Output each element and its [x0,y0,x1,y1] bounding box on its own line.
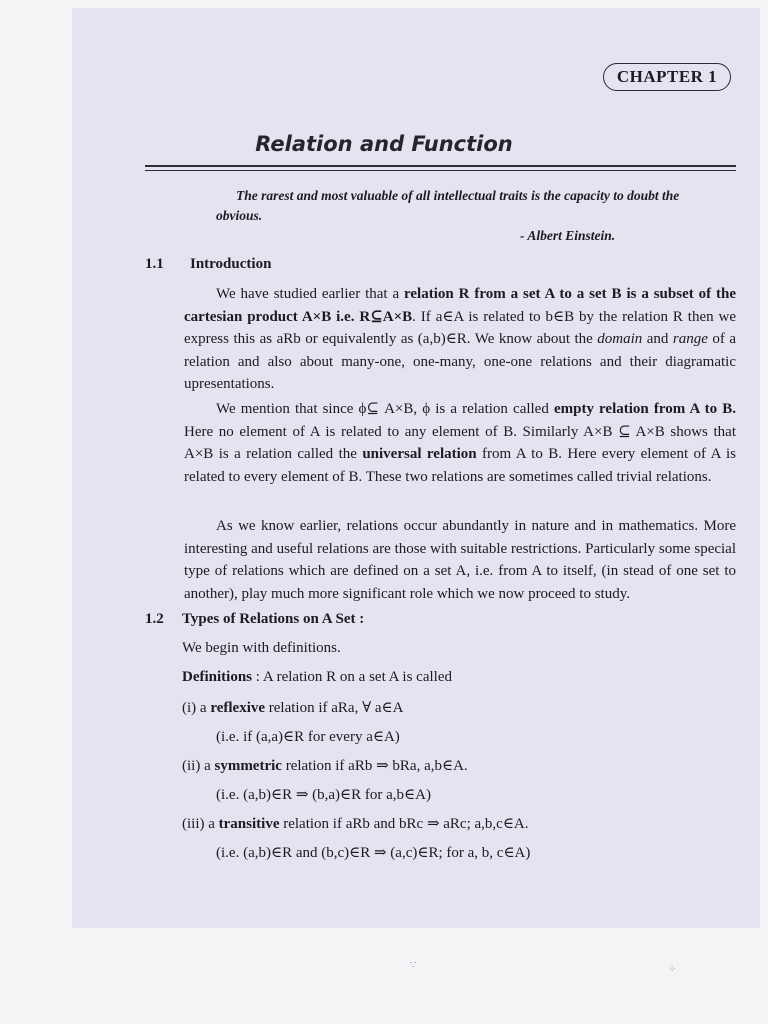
chapter-title: Relation and Function [255,132,513,156]
types-intro-line: We begin with definitions. [182,640,341,656]
title-rule-thick [145,165,736,167]
definitions-line: Definitions : A relation R on a set A is called [182,669,452,685]
intro-paragraph-3: As we know earlier, relations occur abundantly in nature and in mathematics. More interesting and useful relations are those with suitable restrictions. Particularly some special type of relations which are defined on a set A, i.e. from A to itself, (in stead of one set to another), play much more significant role which we now proceed to study. [184,518,736,602]
definition-symmetric: (ii) a symmetric relation if aRb ⇒ bRa, a,b∈A. [182,758,468,774]
section-heading-types: Types of Relations on A Set : [182,611,365,627]
intro-paragraph-1: We have studied earlier that a relation R from a set A to a set B is a subset of the cartesian product A×B i.e. R⊆A×B. If a∈A is related to b∈B by the relation R then we express this as aRb or equivalently as (a,b)∈R. We know about the domain and range of a relation and also about many-one, one-many, one-one relations and their diagramatic upresentations. [184,286,736,392]
intro-paragraph-2: We mention that since ϕ⊆ A×B, ϕ is a relation called empty relation from A to B. Here no element of A is related to any element of B. Similarly A×B ⊆ A×B shows that A×B is a relation called the universal relation from A to B. Here every element of A is related to every element of B. These two relations are sometimes called trivial relations. [184,401,737,485]
epigraph-author: - Albert Einstein. [520,228,616,243]
title-rule-thin [145,170,736,171]
definition-transitive: (iii) a transitive relation if aRb and bRc ⇒ aRc; a,b,c∈A. [182,816,529,832]
section-number-1-2: 1.2 [145,611,164,627]
chapter-label: CHAPTER 1 [603,63,731,91]
scan-speck: ∵ [410,960,417,971]
definition-reflexive-note: (i.e. if (a,a)∈R for every a∈A) [216,729,400,745]
definition-transitive-note: (i.e. (a,b)∈R and (b,c)∈R ⇒ (a,c)∈R; for a, b, c∈A) [216,845,531,861]
scan-speck: ⁘ [668,964,677,975]
section-number-1-1: 1.1 [145,256,164,272]
section-heading-introduction: Introduction [190,256,272,272]
definition-reflexive: (i) a reflexive relation if aRa, ∀ a∈A [182,700,404,716]
definition-symmetric-note: (i.e. (a,b)∈R ⇒ (b,a)∈R for a,b∈A) [216,787,431,803]
epigraph-quote: The rarest and most valuable of all intellectual traits is the capacity to doubt the obvious. [216,188,680,223]
